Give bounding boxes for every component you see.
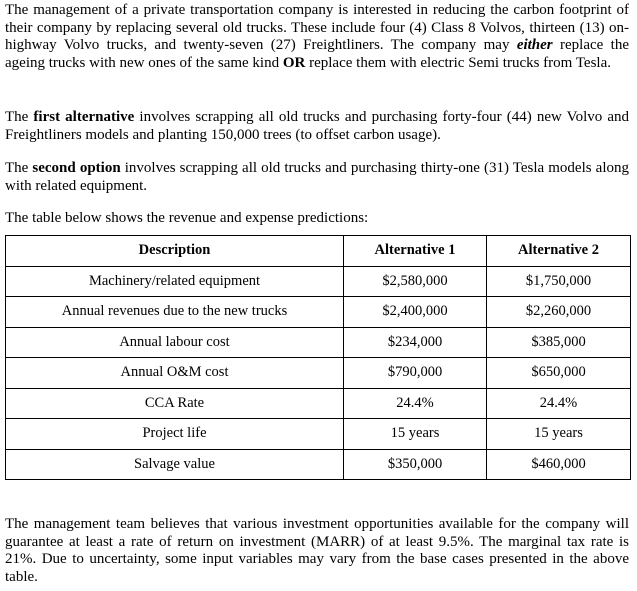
second-text-2: involves scrapping all old trucks and purchasing thirty-one (31) Tesla models along with related equipment. [5, 160, 629, 194]
row-alternative-2-value: $2,260,000 [487, 297, 631, 328]
row-alternative-2-value: $650,000 [487, 358, 631, 389]
second-option-emphasis: second option [32, 160, 121, 176]
table-row [6, 449, 631, 480]
row-alternative-1-value: $790,000 [344, 358, 487, 389]
row-alternative-2-value: 24.4% [487, 388, 631, 419]
intro-either-emphasis: either [516, 37, 553, 53]
row-alternative-2-value: $1,750,000 [487, 266, 631, 297]
row-alternative-1-value: 24.4% [344, 388, 487, 419]
table-intro-paragraph: The table below shows the revenue and expense predictions: [5, 210, 369, 226]
row-description: Machinery/related equipment [6, 266, 344, 297]
first-text-2: involves scrapping all old trucks and purchasing forty-four (44) new Volvo and Freightliners models and planting 150,000 trees (to offset carbon usage). [5, 109, 629, 143]
row-description: CCA Rate [6, 388, 344, 419]
table-header-row [6, 236, 631, 267]
row-alternative-1-value: $2,400,000 [344, 297, 487, 328]
row-description: Project life [6, 419, 344, 450]
table-row [6, 297, 631, 328]
header-alternative-2: Alternative 2 [487, 236, 631, 267]
row-alternative-2-value: $385,000 [487, 327, 631, 358]
first-text-1: The [5, 109, 34, 125]
row-alternative-2-value: $460,000 [487, 449, 631, 480]
intro-text-1: The management of a private transportation company is interested in reducing the carbon footprint of their company by replacing several old trucks. These include four (4) Class 8 Volvos, thirteen (13) on-highway Volvo trucks, and twenty-seven (27) Freightliners. The company may [5, 2, 629, 53]
row-alternative-1-value: $350,000 [344, 449, 487, 480]
predictions-table [5, 235, 631, 480]
table-row [6, 388, 631, 419]
intro-text-2: replace the ageing trucks with new ones of the same kind [5, 37, 629, 71]
table-row [6, 419, 631, 450]
intro-text-3: replace them with electric Semi trucks from Tesla. [305, 54, 612, 71]
header-alternative-1: Alternative 1 [344, 236, 487, 267]
intro-paragraph [5, 2, 629, 72]
header-description: Description [6, 236, 344, 267]
second-text-1: The [5, 160, 33, 176]
closing-paragraph: The management team believes that various investment opportunities available for the company will guarantee at least a rate of return on investment (MARR) of at least 9.5%. The marginal tax rate is 21%. Due to uncertainty, some input variables may vary from the base cases presented in the above table. [5, 516, 629, 585]
intro-or-emphasis: OR [282, 54, 306, 71]
row-description: Annual revenues due to the new trucks [6, 297, 344, 328]
row-description: Annual O&M cost [6, 358, 344, 389]
predictions-table-wrapper [5, 235, 630, 480]
table-row [6, 266, 631, 297]
row-alternative-2-value: 15 years [487, 419, 631, 450]
first-alternative-emphasis: first alternative [33, 109, 135, 125]
row-description: Salvage value [6, 449, 344, 480]
first-alternative-paragraph [5, 109, 629, 144]
row-alternative-1-value: $234,000 [344, 327, 487, 358]
row-description: Annual labour cost [6, 327, 344, 358]
row-alternative-1-value: $2,580,000 [344, 266, 487, 297]
table-row [6, 358, 631, 389]
second-option-paragraph [5, 160, 629, 195]
table-row [6, 327, 631, 358]
row-alternative-1-value: 15 years [344, 419, 487, 450]
